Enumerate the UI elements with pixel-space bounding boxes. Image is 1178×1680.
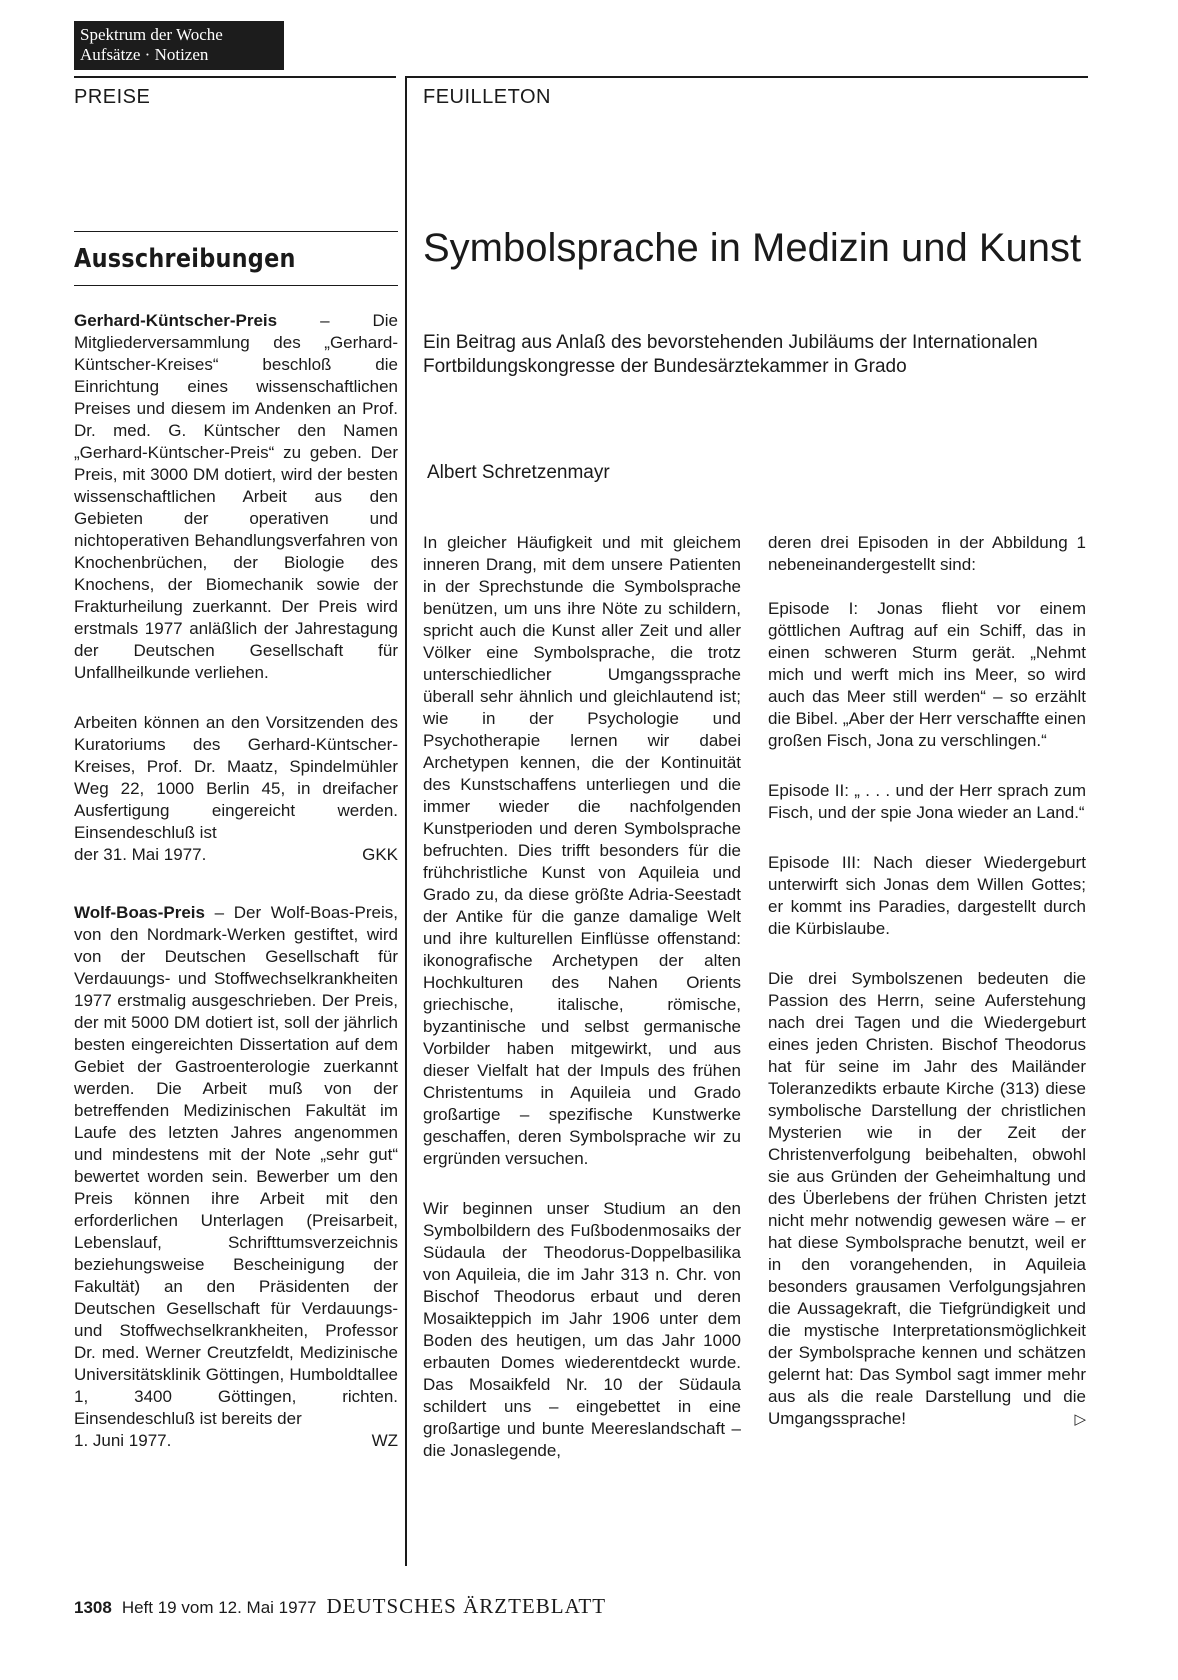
badge-line-2: Aufsätze · Notizen <box>80 45 209 64</box>
paragraph-wolf-boas <box>74 902 398 1452</box>
paragraph-text: Die drei Symbolszenen bedeuten die Passion des Herrn, seine Auferstehung nach drei Tagen und die Wiedergeburt eines jeden Christen. Bischof Theodorus hat für seine im Jahr des Mailänder Toleranzedikts erbaute Kirche (313) diese symbolische Darstellung der christlichen Mysterien wie in der Zeit der Christenverfolgung beibehalten, obwohl sie aus Gründen der Geheimhaltung und des Überlebens der frühen Christen jetzt nicht mehr notwendig gewesen wäre – er hat diese Symbolsprache benutzt, weil er in den vorangehenden, in Aquileia besonders grausamen Verfolgungsjahren die Aussagekraft, die Tiefgründigkeit und die mystische Interpretationsmöglichkeit der Symbolsprache kennen und schätzen gelernt hat: Das Symbol sagt immer mehr aus als die reale Darstellung und die Umgangssprache! <box>768 969 1086 1428</box>
deadline-text: der 31. Mai 1977. <box>74 845 207 864</box>
page-number: 1308 <box>74 1598 112 1617</box>
article-paragraph: Episode II: „ . . . und der Herr sprach zum Fisch, und der spie Jona wieder an Land.“ <box>768 781 1086 822</box>
prize-name-kuentscher: Gerhard-Küntscher-Preis <box>74 311 278 330</box>
heading-ausschreibungen: Ausschreibungen <box>74 244 296 274</box>
paragraph-kuentscher <box>74 310 398 684</box>
article-column-right <box>768 532 1086 1459</box>
paragraph-text: – Die Mitgliederversammlung des „Gerhard-Küntscher-Kreises“ beschloß die Einrichtung eines wissenschaftlichen Preises und diesem im Andenken an Prof. Dr. med. G. Küntscher den Namen „Gerhard-Küntscher-Preis“ zu geben. Der Preis, mit 3000 DM dotiert, wird der besten wissenschaftlichen Arbeit aus den Gebieten der operativen und nichtoperativen Behandlungsverfahren von Knochenbrüchen, der Biologie des Knochens, der Biomechanik sowie der Frakturheilung zuerkannt. Der Preis wird erstmals 1977 anläßlich der Jahrestagung der Deutschen Gesellschaft für Unfallheilkunde verliehen. <box>74 311 398 682</box>
section-label-preise: PREISE <box>74 86 151 108</box>
article-title: Symbolsprache in Medizin und Kunst <box>423 226 1082 270</box>
paragraph-text: Arbeiten können an den Vorsitzenden des Kuratoriums des Gerhard-Küntscher-Kreises, Prof. Dr. Maatz, Spindelmühler Weg 22, 1000 Berlin 45, in dreifacher Ausfertigung eingereicht werden. Einsendeschluß ist <box>74 713 398 842</box>
article-paragraph: Episode III: Nach dieser Wiedergeburt unterwirft sich Jonas dem Willen Gottes; er kommt ins Paradies, dargestellt durch die Kürbislaube. <box>768 853 1086 938</box>
article-paragraph: Episode I: Jonas flieht vor einem göttlichen Auftrag auf ein Schiff, das in einen schweren Sturm gerät. „Nehmt mich und werft mich ins Meer, so wird auch das Meer still werden“ – so erzählt die Bibel. „Aber der Herr verschaffte einen großen Fisch, Jona zu verschlingen.“ <box>768 599 1086 750</box>
left-column <box>74 310 398 1480</box>
article-subtitle: Ein Beitrag aus Anlaß des bevorstehenden Jubiläums der Internationalen Fortbildungskongresse der Bundesärztekammer in Grado <box>423 332 1038 377</box>
top-rule-left <box>74 76 396 78</box>
heading-rule-top <box>74 231 398 232</box>
article-author: Albert Schretzenmayr <box>427 462 610 483</box>
paragraph-text: – Der Wolf-Boas-Preis, von den Nordmark-Werken gestiftet, wird von der Deutschen Gesellschaft für Verdauungs- und Stoffwechselkrankheiten 1977 erstmalig ausgeschrieben. Der Preis, der mit 5000 DM dotiert ist, soll der jährlich besten eingereichten Dissertation auf dem Gebiet der Gastroenterologie zuerkannt werden. Die Arbeit muß von der betreffenden Medizinischen Fakultät im Laufe des letzten Jahres angenommen und mindestens mit der Note „sehr gut“ bewertet worden sein. Bewerber um den Preis können ihre Arbeit mit den erforderlichen Unterlagen (Preisarbeit, Lebenslauf, Schrifttumsverzeichnis beziehungsweise Bescheinigung der Fakultät) an den Präsidenten der Deutschen Gesellschaft für Verdauungs- und Stoffwechselkrankheiten, Professor Dr. med. Werner Creutzfeldt, Medizinische Universitätsklinik Göttingen, Humboldtallee 1, 3400 Göttingen, richten. Einsendeschluß ist bereits der <box>74 903 398 1428</box>
section-label-feuilleton: FEUILLETON <box>423 86 551 108</box>
article-paragraph: Wir beginnen unser Studium an den Symbolbildern des Fußbodenmosaiks der Südaula der Theodorus-Doppelbasilika von Aquileia, die im Jahr 313 n. Chr. von Bischof Theodorus erbaut und deren Mosaikteppich im Jahr 1906 unter dem Boden des heutigen, um das Jahr 1000 erbauten Domes wiederentdeckt wurde. Das Mosaikfeld Nr. 10 der Südaula schildert uns – eingebettet in eine großartige und bunte Meereslandschaft – die Jonaslegende, <box>423 1199 741 1460</box>
sign-row <box>74 844 398 866</box>
badge-line-1: Spektrum der Woche <box>80 25 223 44</box>
author-initials: GKK <box>362 845 398 864</box>
author-initials: WZ <box>371 1431 398 1450</box>
journal-name: DEUTSCHES ÄRZTEBLATT <box>326 1594 607 1618</box>
section-badge <box>74 21 284 70</box>
article-paragraph: deren drei Episoden in der Abbildung 1 nebeneinandergestellt sind: <box>768 533 1086 574</box>
article-column-middle <box>423 532 741 1490</box>
page-footer <box>74 1594 606 1619</box>
prize-name-wolf-boas: Wolf-Boas-Preis <box>74 903 205 922</box>
article-paragraph <box>768 968 1086 1431</box>
continue-arrow-icon: ▷ <box>1074 1411 1086 1428</box>
paragraph-kuentscher-submission <box>74 712 398 866</box>
issue-info: Heft 19 vom 12. Mai 1977 <box>121 1598 317 1617</box>
top-rule-right <box>405 76 1088 78</box>
sign-row <box>74 1430 398 1452</box>
deadline-text: 1. Juni 1977. <box>74 1431 172 1450</box>
article-paragraph: In gleicher Häufigkeit und mit gleichem inneren Drang, mit dem unsere Patienten in der Sprechstunde die Symbolsprache benützen, um uns ihre Nöte zu schildern, spricht auch die Kunst aller Zeit und aller Völker eine Symbolsprache, die trotz unterschiedlicher Umgangssprache überall sehr ähnlich und gleichlautend ist; wie in der Psychologie und Psychotherapie lernen wir dabei Archetypen kennen, die der Kontinuität des Kunstschaffens unterliegen und die immer wieder die nachfolgenden Kunstperioden und deren Symbolsprache befruchten. Dies trifft besonders für die frühchristliche Kunst von Aquileia und Grado zu, da diese größte Adria-Seestadt der Antike für die ganze damalige Welt und ihre kulturellen Einflüsse offenstand: ikonografische Archetypen der alten Hochkulturen des Nahen Orients griechische, italische, römische, byzantinische und selbst germanische Vorbilder haben mitgewirkt, und aus dieser Vielfalt hat der Impuls des frühen Christentums in Aquileia und Grado großartige – spezifische Kunstwerke geschaffen, deren Symbolsprache wir zu ergründen versuchen. <box>423 533 741 1168</box>
column-divider <box>405 76 407 1566</box>
heading-rule-bottom <box>74 285 398 286</box>
